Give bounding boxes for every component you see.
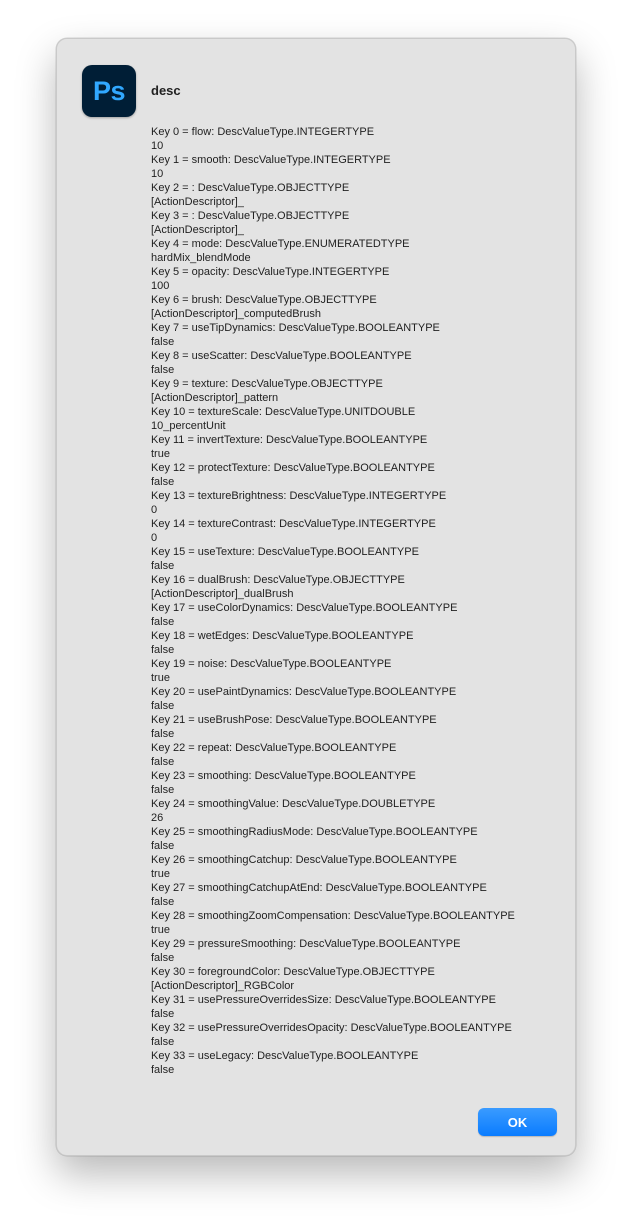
message-line: true	[151, 448, 170, 460]
alert-dialog	[56, 38, 576, 1156]
message-line: Key 12 = protectTexture: DescValueType.BOOLEANTYPE	[151, 462, 435, 474]
message-line: Key 20 = usePaintDynamics: DescValueType.BOOLEANTYPE	[151, 686, 457, 698]
message-line: Key 21 = useBrushPose: DescValueType.BOOLEANTYPE	[151, 714, 437, 726]
message-line: true	[151, 672, 170, 684]
message-line: Key 23 = smoothing: DescValueType.BOOLEANTYPE	[151, 770, 416, 782]
message-line: [ActionDescriptor]_	[151, 224, 244, 236]
message-line: false	[151, 784, 175, 796]
message-line: Key 33 = useLegacy: DescValueType.BOOLEANTYPE	[151, 1050, 419, 1062]
message-line: Key 30 = foregroundColor: DescValueType.OBJECTTYPE	[151, 966, 435, 978]
message-line: Key 19 = noise: DescValueType.BOOLEANTYPE	[151, 658, 392, 670]
message-line: false	[151, 728, 175, 740]
message-line: Key 1 = smooth: DescValueType.INTEGERTYPE	[151, 154, 391, 166]
message-line: Key 29 = pressureSmoothing: DescValueType.BOOLEANTYPE	[151, 938, 461, 950]
message-line: Key 26 = smoothingCatchup: DescValueType.BOOLEANTYPE	[151, 854, 457, 866]
message-line: Key 3 = : DescValueType.OBJECTTYPE	[151, 210, 350, 222]
message-line: false	[151, 560, 175, 572]
message-line: Key 10 = textureScale: DescValueType.UNITDOUBLE	[151, 406, 416, 418]
message-line: false	[151, 896, 175, 908]
message-line: true	[151, 924, 170, 936]
message-line: Key 5 = opacity: DescValueType.INTEGERTYPE	[151, 266, 390, 278]
message-line: Key 18 = wetEdges: DescValueType.BOOLEANTYPE	[151, 630, 414, 642]
message-line: 100	[151, 280, 170, 292]
message-line: 10	[151, 140, 164, 152]
message-line: Key 0 = flow: DescValueType.INTEGERTYPE	[151, 126, 375, 138]
message-line: false	[151, 364, 175, 376]
message-line: Key 14 = textureContrast: DescValueType.INTEGERTYPE	[151, 518, 436, 530]
message-line: Key 4 = mode: DescValueType.ENUMERATEDTYPE	[151, 238, 410, 250]
message-line: false	[151, 616, 175, 628]
message-line: false	[151, 1008, 175, 1020]
message-line: false	[151, 1064, 175, 1076]
photoshop-app-icon	[82, 65, 136, 117]
message-line: Key 2 = : DescValueType.OBJECTTYPE	[151, 182, 350, 194]
message-line: Key 24 = smoothingValue: DescValueType.DOUBLETYPE	[151, 798, 436, 810]
message-line: 10_percentUnit	[151, 420, 226, 432]
message-line: [ActionDescriptor]_RGBColor	[151, 980, 295, 992]
message-line: 26	[151, 812, 164, 824]
message-line: true	[151, 868, 170, 880]
message-line: [ActionDescriptor]_dualBrush	[151, 588, 294, 600]
message-line: hardMix_blendMode	[151, 252, 251, 264]
message-line: Key 32 = usePressureOverridesOpacity: DescValueType.BOOLEANTYPE	[151, 1022, 512, 1034]
message-line: Key 9 = texture: DescValueType.OBJECTTYPE	[151, 378, 383, 390]
dialog-message	[151, 125, 561, 1077]
message-line: Key 13 = textureBrightness: DescValueType.INTEGERTYPE	[151, 490, 447, 502]
message-line: Key 17 = useColorDynamics: DescValueType.BOOLEANTYPE	[151, 602, 458, 614]
message-line: Key 31 = usePressureOverridesSize: DescValueType.BOOLEANTYPE	[151, 994, 496, 1006]
message-line: [ActionDescriptor]_computedBrush	[151, 308, 321, 320]
message-line: 10	[151, 168, 164, 180]
ok-button[interactable]: OK	[478, 1108, 557, 1136]
message-line: false	[151, 476, 175, 488]
app-icon-label: Ps	[92, 75, 126, 106]
message-line: Key 8 = useScatter: DescValueType.BOOLEANTYPE	[151, 350, 412, 362]
dialog-title: desc	[151, 83, 181, 98]
message-line: Key 11 = invertTexture: DescValueType.BOOLEANTYPE	[151, 434, 428, 446]
message-line: false	[151, 952, 175, 964]
message-line: Key 22 = repeat: DescValueType.BOOLEANTYPE	[151, 742, 397, 754]
message-line: Key 28 = smoothingZoomCompensation: DescValueType.BOOLEANTYPE	[151, 910, 515, 922]
message-line: false	[151, 1036, 175, 1048]
message-line: [ActionDescriptor]_	[151, 196, 244, 208]
message-line: 0	[151, 532, 158, 544]
message-line: false	[151, 840, 175, 852]
message-line: [ActionDescriptor]_pattern	[151, 392, 279, 404]
message-line: false	[151, 336, 175, 348]
message-line: Key 7 = useTipDynamics: DescValueType.BOOLEANTYPE	[151, 322, 440, 334]
message-line: Key 6 = brush: DescValueType.OBJECTTYPE	[151, 294, 377, 306]
message-line: 0	[151, 504, 158, 516]
message-line: false	[151, 700, 175, 712]
message-line: false	[151, 644, 175, 656]
message-line: Key 15 = useTexture: DescValueType.BOOLEANTYPE	[151, 546, 419, 558]
message-line: false	[151, 756, 175, 768]
message-line: Key 25 = smoothingRadiusMode: DescValueType.BOOLEANTYPE	[151, 826, 478, 838]
message-line: Key 16 = dualBrush: DescValueType.OBJECTTYPE	[151, 574, 405, 586]
message-line: Key 27 = smoothingCatchupAtEnd: DescValueType.BOOLEANTYPE	[151, 882, 487, 894]
